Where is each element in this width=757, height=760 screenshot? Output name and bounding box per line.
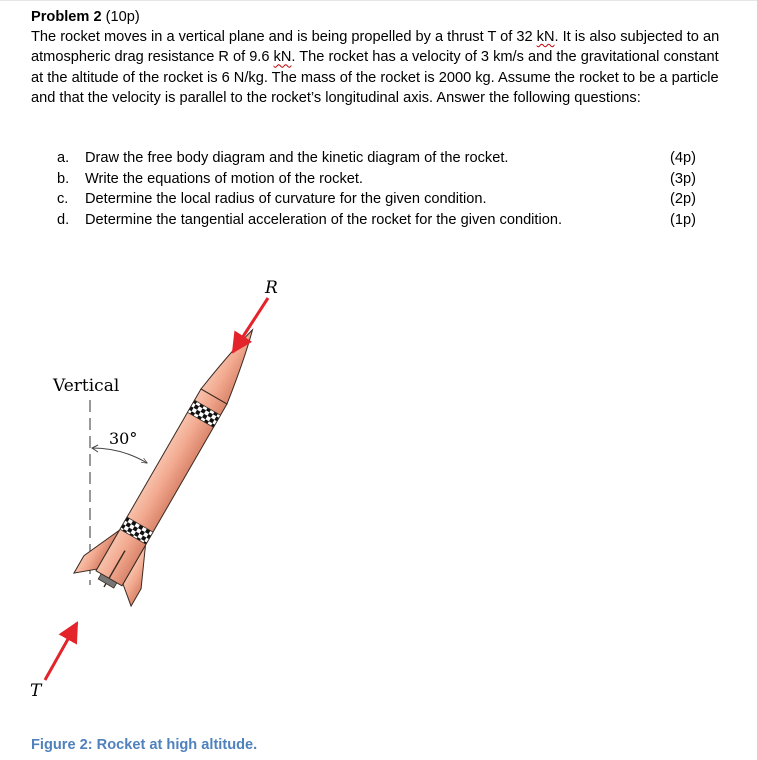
question-text: Write the equations of motion of the rocket. — [85, 170, 363, 187]
statement-part-2: . It is also subjected to an atmospheric drag resistance R of 9.6 — [31, 29, 720, 66]
drag-force-arrow — [233, 298, 268, 352]
label-r: R — [265, 278, 278, 298]
question-text: Draw the free body diagram and the kinetic diagram of the rocket. — [85, 150, 509, 166]
unit-kn-2: kN — [273, 49, 292, 66]
label-t: T — [30, 681, 42, 701]
unit-kn-1: kN — [536, 29, 555, 46]
rocket — [74, 313, 281, 606]
statement-part-3: . The rocket has a velocity of 3 km/s and the gravitational constant at the altitude of the rocket is 6 N/kg. The mass of the rocket is 2000 kg. Assume the rocket to be a particle and that the velocity is parallel to the rocket’s longitudinal axis. Answer the following questions: — [31, 49, 719, 106]
question-text: Determine the tangential acceleration of the rocket for the given condition. — [85, 211, 563, 228]
question-points: (2p) — [670, 191, 696, 207]
question-text: Determine the local radius of curvature for the given condition. — [85, 191, 487, 207]
question-points: (1p) — [670, 211, 696, 228]
question-points: (3p) — [670, 170, 696, 187]
angle-arc — [92, 448, 147, 463]
statement-part-1: The rocket moves in a vertical plane and is being propelled by a thrust T of 32 — [31, 29, 537, 46]
problem-title: Problem 2 — [31, 9, 102, 25]
question-points: (4p) — [670, 150, 696, 166]
label-vertical: Vertical — [53, 376, 120, 396]
question-letter: b. — [57, 170, 70, 187]
thrust-force-arrow — [45, 623, 77, 680]
figure-caption: Figure 2: Rocket at high altitude. — [31, 737, 258, 753]
question-letter: c. — [57, 191, 69, 207]
rocket-nose-cone — [201, 322, 265, 404]
label-angle: 30° — [109, 429, 138, 448]
problem-points: (10p) — [105, 9, 140, 25]
question-letter: a. — [57, 150, 70, 166]
question-letter: d. — [57, 211, 70, 228]
